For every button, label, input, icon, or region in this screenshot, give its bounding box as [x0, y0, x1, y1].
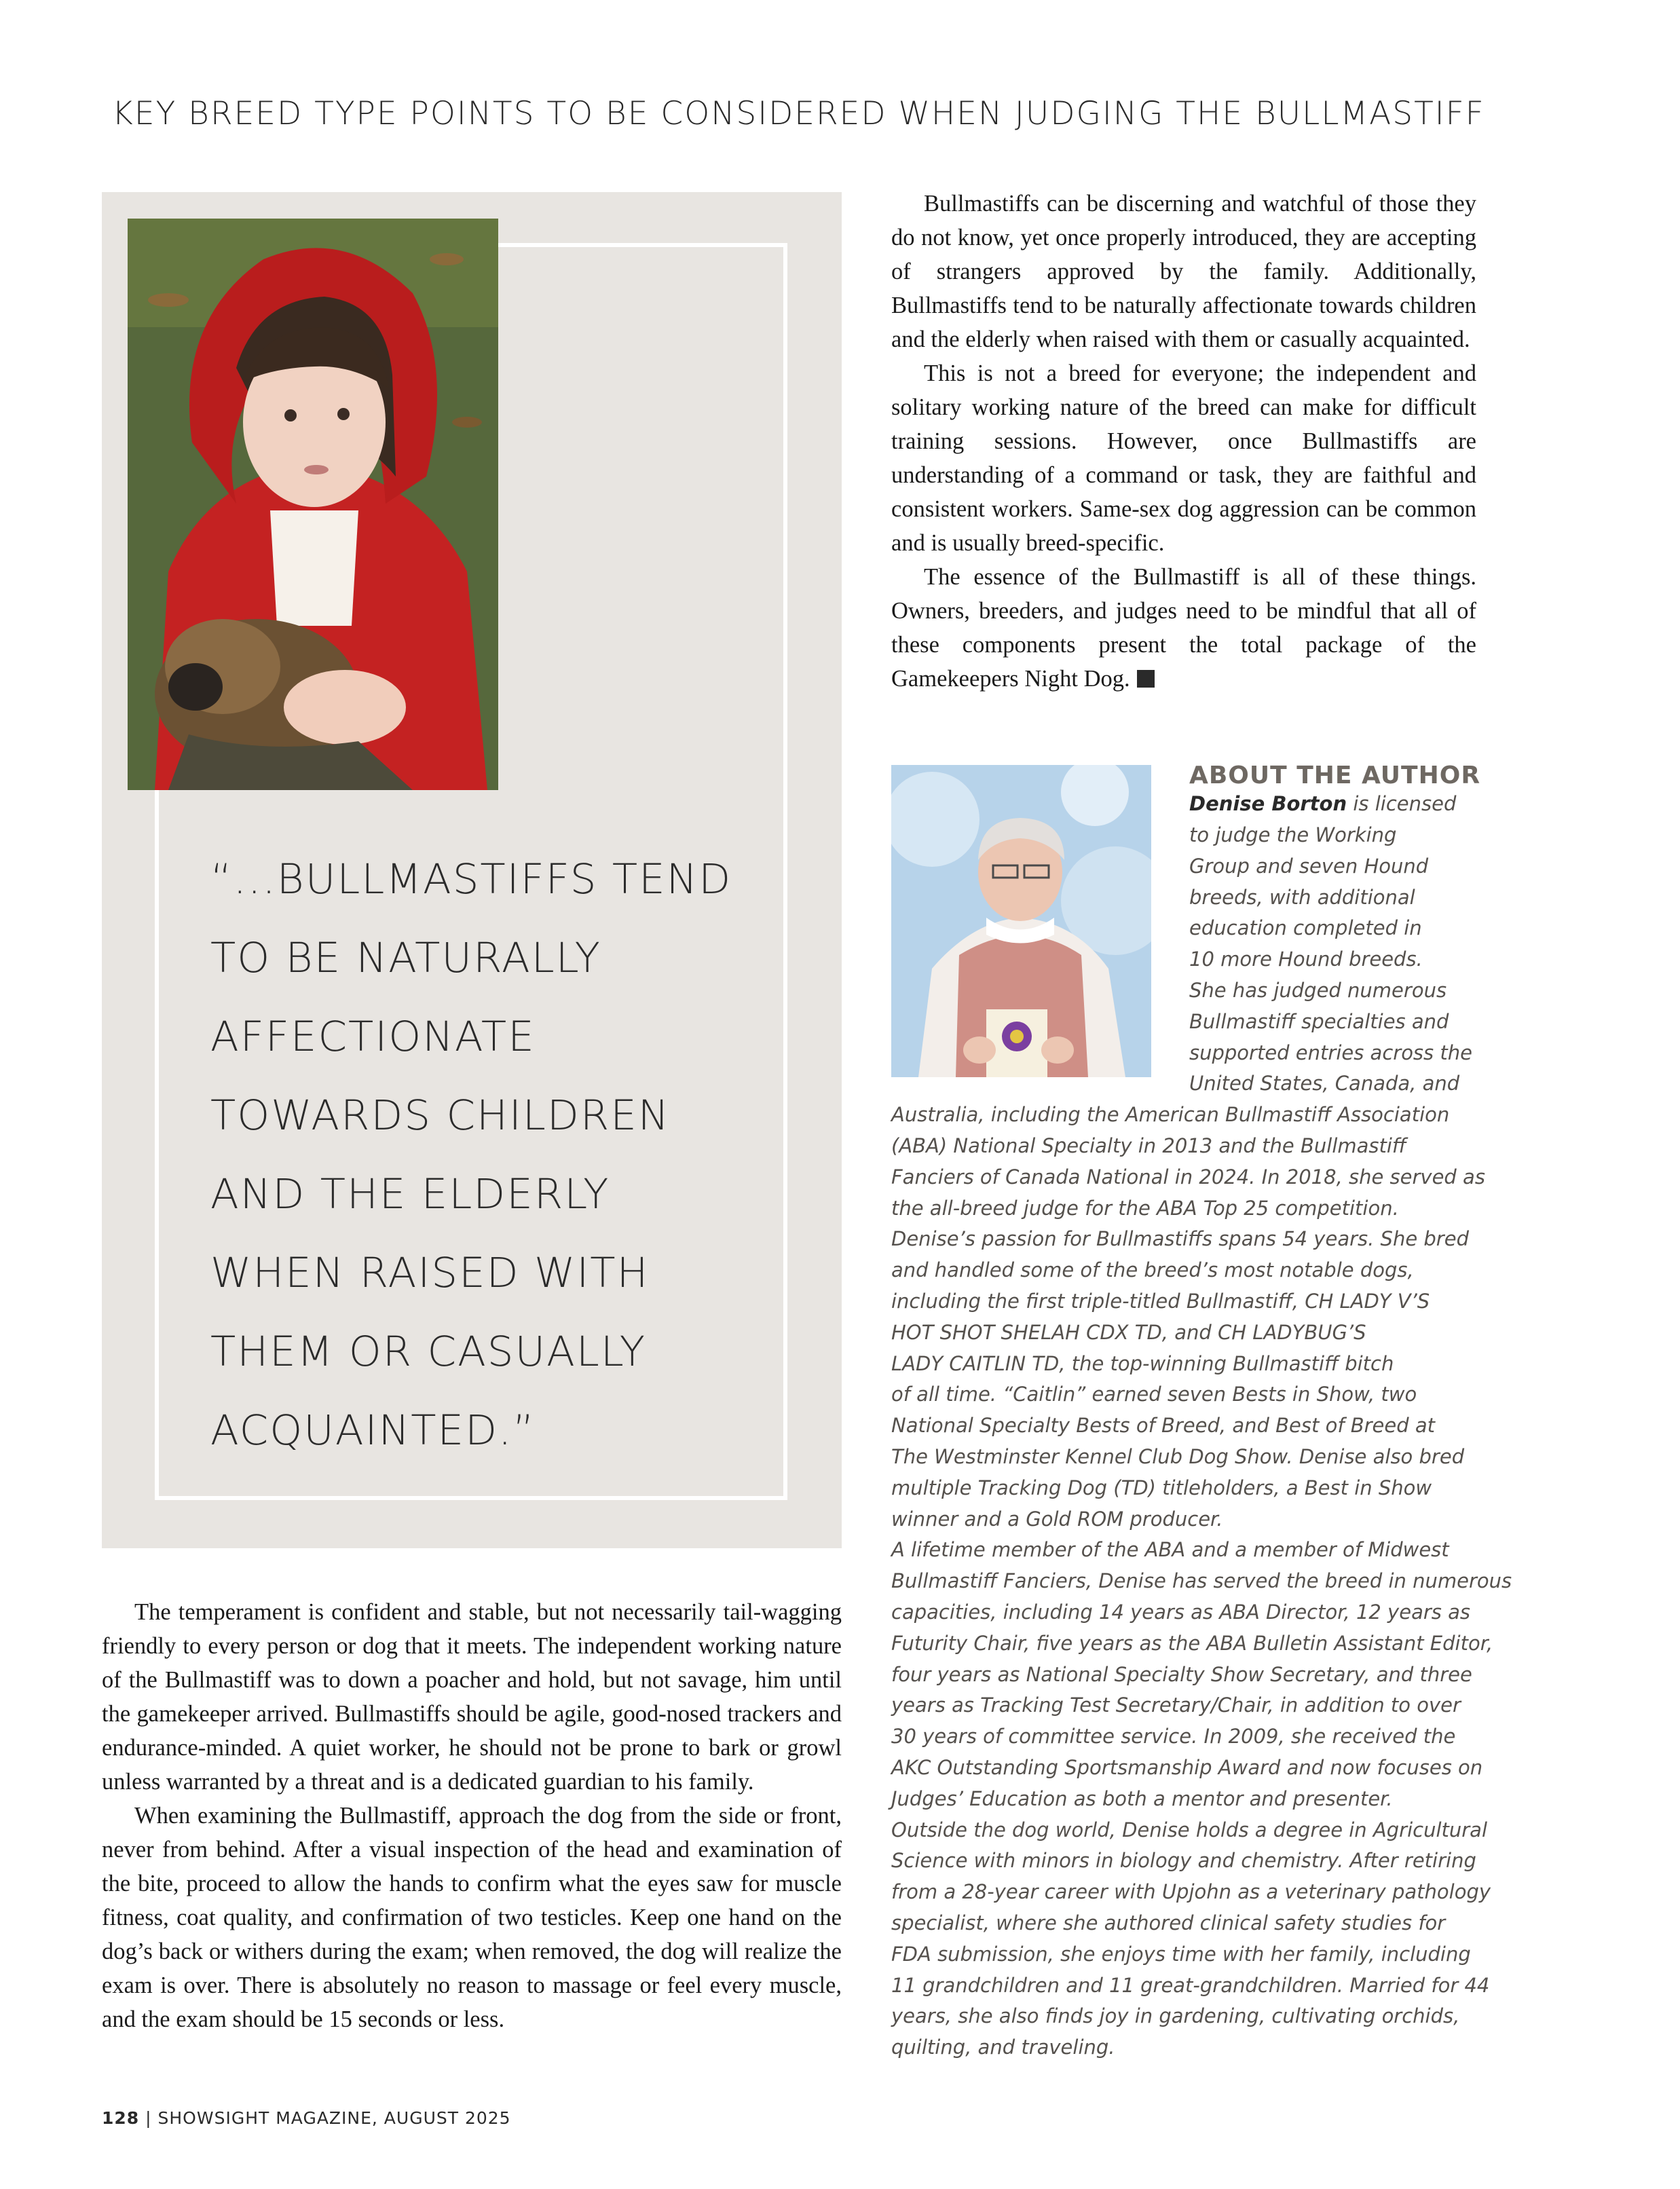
author-bio-line: A lifetime member of the ABA and a member of Midwest — [891, 1538, 1449, 1562]
footer-separator: | — [139, 2108, 158, 2128]
author-bio-line: Australia, including the American Bullmastiff Association — [891, 1103, 1450, 1127]
author-bio-line: multiple Tracking Dog (TD) titleholders, a Best in Show — [891, 1476, 1432, 1499]
body-paragraph-text: The essence of the Bullmastiff is all of these things. Owners, breeders, and judges need to be mindful that all of these components present the total package of the Gamekeepers Night Dog. — [891, 564, 1476, 692]
pull-quote-line: TO BE NATURALLY — [210, 934, 601, 982]
author-bio-line: 30 years of committee service. In 2009, she received the — [891, 1725, 1456, 1748]
page-header: KEY BREED TYPE POINTS TO BE CONSIDERED WHEN JUDGING THE BULLMASTIFF — [112, 95, 1485, 132]
author-bio-line: winner and a Gold ROM producer. — [891, 1507, 1223, 1531]
author-bio-line: She has judged numerous — [1189, 979, 1447, 1002]
author-bio-line: Outside the dog world, Denise holds a degree in Agricultural — [891, 1818, 1488, 1841]
about-author-heading: ABOUT THE AUTHOR — [1189, 762, 1481, 789]
author-bio-line: AKC Outstanding Sportsmanship Award and now focuses on — [891, 1756, 1483, 1779]
pull-quote-line: AFFECTIONATE — [210, 1013, 536, 1061]
pull-quote — [210, 840, 753, 1470]
author-name: Denise Borton — [1189, 792, 1347, 815]
child-with-puppy-photo — [128, 219, 498, 790]
body-paragraph: The temperament is confident and stable, but not necessarily tail-wagging friendly to every person or dog that it meets. The independent working nature of the Bullmastiff was to down a poacher and hold, but not savage, him until the gamekeeper arrived. Bullmastiffs should be agile, good-nosed trackers and endurance-minded. A quiet worker, he should not be prone to bark or growl unless warranted by a threat and is a dedicated guardian to his family. — [102, 1599, 842, 1795]
author-bio-line: Judges’ Education as both a mentor and presenter. — [891, 1786, 1393, 1810]
pull-quote-line: AND THE ELDERLY — [210, 1170, 610, 1218]
body-paragraph: Bullmastiffs can be discerning and watchful of those they do not know, yet once properly introduced, they are accepting of strangers approved by the family. Additionally, Bullmastiffs tend to be naturally affectionate towards children and the elderly when raised with them or casually acquainted. — [891, 191, 1476, 352]
publication-name: SHOWSIGHT MAGAZINE, AUGUST 2025 — [157, 2108, 511, 2128]
author-bio-line: LADY CAITLIN TD, the top-winning Bullmastiff bitch — [891, 1351, 1394, 1375]
author-bio-line: quilting, and traveling. — [891, 2036, 1115, 2059]
author-bio-line: of all time. “Caitlin” earned seven Bests in Show, two — [891, 1383, 1417, 1406]
author-bio-line: Bullmastiff Fanciers, Denise has served the breed in numerous — [891, 1569, 1512, 1593]
author-bio-line: Denise’s passion for Bullmastiffs spans 54 years. She bred — [891, 1227, 1469, 1251]
author-bio-line: FDA submission, she enjoys time with her family, including — [891, 1942, 1471, 1966]
right-column-text — [891, 187, 1476, 696]
author-bio-line: National Specialty Bests of Breed, and Best of Breed at — [891, 1414, 1436, 1438]
author-bio-line: breeds, with additional — [1189, 885, 1415, 909]
author-bio-line: including the first triple-titled Bullmastiff, CH LADY V’S — [891, 1290, 1430, 1313]
author-bio-line: education completed in — [1189, 916, 1422, 940]
pull-quote-line: THEM OR CASUALLY — [210, 1328, 647, 1376]
pull-quote-line: TOWARDS CHILDREN — [210, 1091, 671, 1140]
author-bio-line: to judge the Working — [1189, 823, 1397, 846]
pull-quote-line: WHEN RAISED WITH — [210, 1249, 650, 1297]
left-column-text — [102, 1595, 842, 2036]
page-number: 128 — [102, 2108, 140, 2128]
body-paragraph: This is not a breed for everyone; the independent and solitary working nature of the breed can make for difficult training sessions. However, once Bullmastiffs are understanding of a command or task, they are faithful and consistent workers. Same-sex dog aggression can be common and is usually breed-specific. — [891, 360, 1476, 556]
author-bio-line: HOT SHOT SHELAH CDX TD, and CH LADYBUG’S — [891, 1320, 1366, 1344]
pull-quote-line: ACQUAINTED.” — [210, 1406, 536, 1455]
author-bio-line: (ABA) National Specialty in 2013 and the Bullmastiff — [891, 1134, 1406, 1157]
author-bio-line: 11 grandchildren and 11 great-grandchildren. Married for 44 — [891, 1973, 1490, 1997]
author-bio-line: supported entries across the — [1189, 1041, 1472, 1064]
author-bio-line: specialist, where she authored clinical safety studies for — [891, 1911, 1446, 1934]
author-bio-line: Science with minors in biology and chemistry. After retiring — [891, 1849, 1476, 1873]
author-bio-line: from a 28-year career with Upjohn as a veterinary pathology — [891, 1880, 1491, 1904]
author-bio-line: years as Tracking Test Secretary/Chair, in addition to over — [891, 1694, 1461, 1717]
end-of-article-mark — [1137, 670, 1155, 688]
author-bio-line: United States, Canada, and — [1189, 1072, 1460, 1096]
author-bio-line: Futurity Chair, five years as the ABA Bulletin Assistant Editor, — [891, 1631, 1493, 1655]
author-bio-line: years, she also finds joy in gardening, cultivating orchids, — [891, 2004, 1460, 2028]
body-paragraph — [891, 560, 1476, 696]
author-bio-line: four years as National Specialty Show Secretary, and three — [891, 1662, 1472, 1686]
page-footer — [102, 2108, 511, 2128]
author-bio-line: and handled some of the breed’s most notable dogs, — [891, 1258, 1414, 1282]
author-bio-line: Group and seven Hound — [1189, 854, 1429, 878]
author-bio-line: The Westminster Kennel Club Dog Show. Denise also bred — [891, 1445, 1465, 1468]
author-bio-text: is licensed — [1347, 792, 1457, 815]
author-bio-line: the all-breed judge for the ABA Top 25 competition. — [891, 1196, 1399, 1220]
pull-quote-line: “...BULLMASTIFFS TEND — [210, 855, 732, 903]
author-photo — [891, 765, 1151, 1077]
author-bio-line: Fanciers of Canada National in 2024. In 2018, she served as — [891, 1165, 1485, 1189]
body-paragraph: When examining the Bullmastiff, approach the dog from the side or front, never from behind. After a visual inspection of the head and examination of the bite, proceed to allow the hands to confirm what the eyes saw for muscle fitness, coat quality, and confirmation of two testicles. Keep one hand on the dog’s back or withers during the exam; when removed, the dog will realize the exam is over. There is absolutely no reason to massage or feel every muscle, and the exam should be 15 seconds or less. — [102, 1803, 842, 2032]
author-bio-line: Bullmastiff specialties and — [1189, 1009, 1449, 1033]
author-bio-line — [1189, 792, 1456, 815]
author-bio-line: capacities, including 14 years as ABA Director, 12 years as — [891, 1601, 1470, 1624]
author-bio-line: 10 more Hound breeds. — [1189, 948, 1423, 971]
